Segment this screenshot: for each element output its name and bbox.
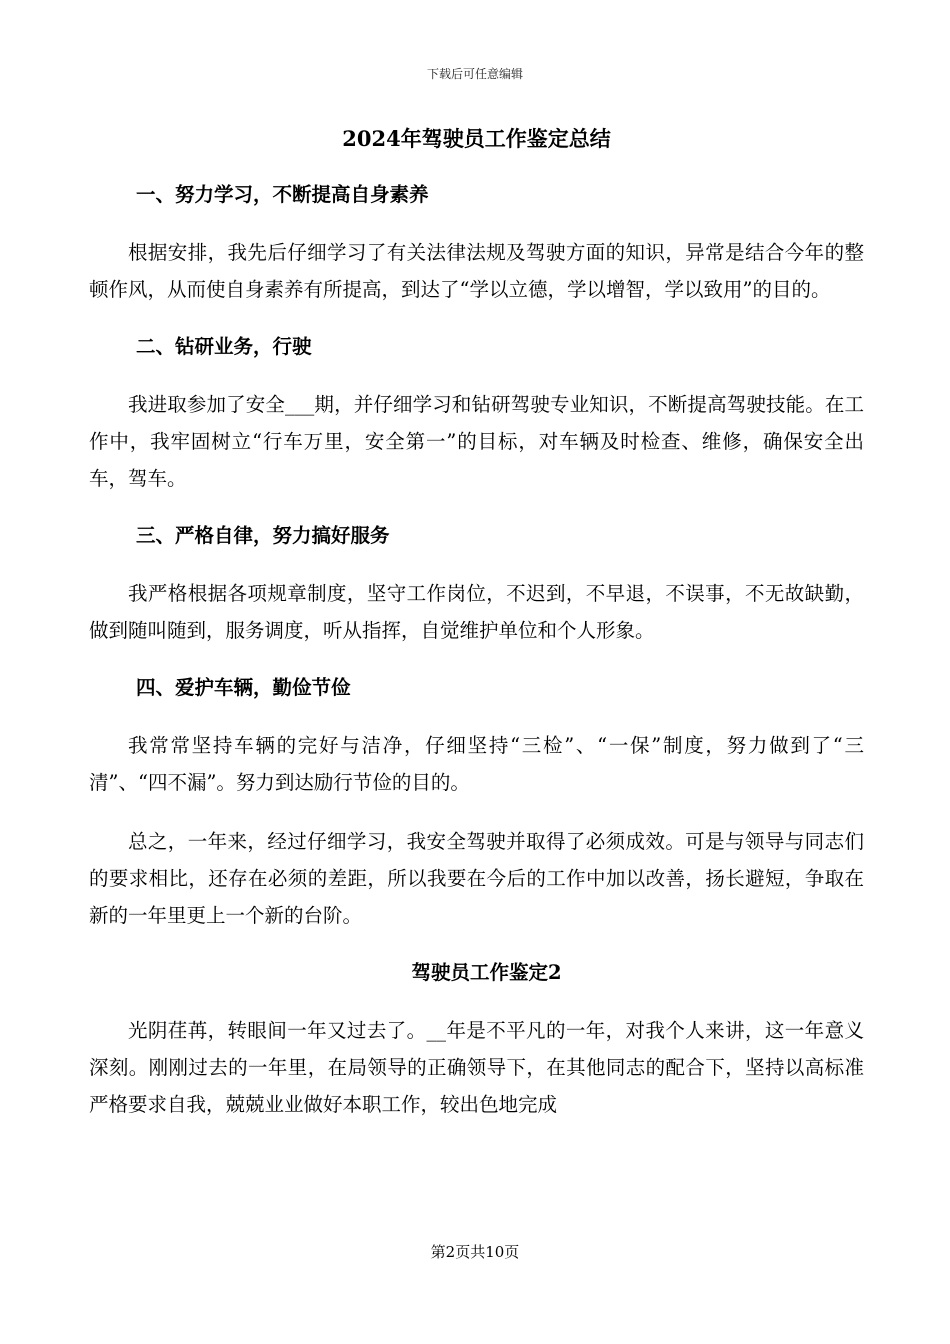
section-heading-4: 四、爱护车辆，勤俭节俭 (136, 676, 351, 699)
summary-paragraph: 总之，一年来，经过仔细学习，我安全驾驶并取得了必须成效。可是与领导与同志们的要求相比，还存在必须的差距，所以我要在今后的工作中加以改善，扬长避短，争取在新的一年里更上一个新的台阶。 (89, 830, 864, 927)
section-paragraph-1: 根据安排，我先后仔细学习了有关法律法规及驾驶方面的知识，异常是结合今年的整顿作风，从而使自身素养有所提高，到达了“学以立德，学以增智，学以致用”的目的。 (89, 241, 864, 301)
header-note: 下载后可任意编辑 (426, 67, 523, 81)
section-paragraph-3: 我严格根据各项规章制度，坚守工作岗位，不迟到，不早退，不误事，不无故缺勤，做到随叫随到，服务调度，听从指挥，自觉维护单位和个人形象。 (89, 582, 864, 642)
document-title: 2024年驾驶员工作鉴定总结 (342, 126, 611, 151)
section-heading-1: 一、努力学习，不断提高自身素养 (136, 183, 429, 206)
document-body (89, 122, 864, 1145)
section-heading-3: 三、严格自律，努力搞好服务 (136, 524, 390, 547)
section-paragraph-4: 我常常坚持车辆的完好与洁净，仔细坚持“三检”、“一保”制度，努力做到了“三清”、“四不漏”。努力到达励行节俭的目的。 (89, 734, 864, 794)
page-number: 第2页共10页 (430, 1243, 520, 1261)
section-heading-2: 二、钻研业务，行驶 (136, 335, 312, 358)
section-paragraph-2: 我进取参加了安全___期，并仔细学习和钻研驾驶专业知识，不断提高驾驶技能。在工作中，我牢固树立“行车万里，安全第一”的目标，对车辆及时检查、维修，确保安全出车，驾车。 (89, 393, 864, 490)
subtitle-paragraph: 光阴荏苒，转眼间一年又过去了。__年是不平凡的一年，对我个人来讲，这一年意义深刻。刚刚过去的一年里，在局领导的正确领导下，在其他同志的配合下，坚持以高标准严格要求自我，兢兢业业做好本职工作，较出色地完成 (89, 1019, 864, 1116)
section-subtitle: 驾驶员工作鉴定2 (411, 961, 562, 984)
